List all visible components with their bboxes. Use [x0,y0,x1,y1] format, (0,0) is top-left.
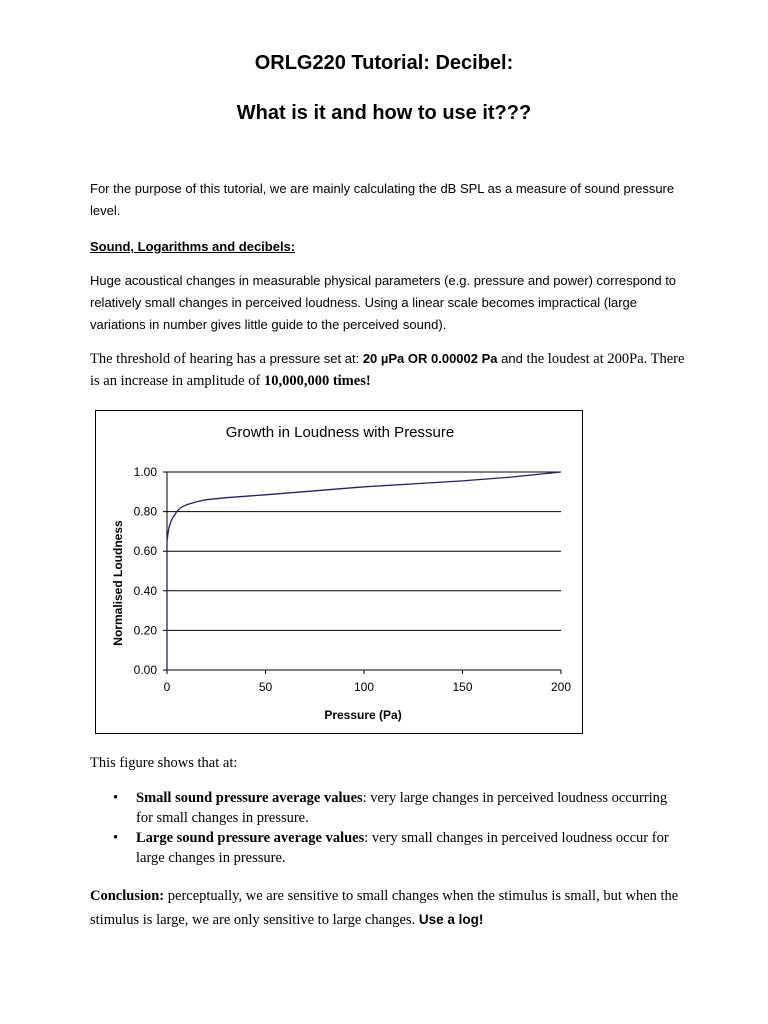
chart-canvas [96,411,582,733]
list-item-text: : very large changes in perceived loudness occurring for small changes in pressure. [136,790,668,826]
intro-paragraph: For the purpose of this tutorial, we are mainly calculating the dB SPL as a measure of sound pressure level. [90,181,675,218]
list-item [108,788,678,828]
y-tick-label: 0.00 [133,663,157,677]
threshold-text-3: and [497,351,523,366]
threshold-paragraph [90,348,690,392]
y-tick-label: 0.40 [133,583,157,598]
x-axis-label: Pressure (Pa) [324,708,402,722]
x-tick-label: 150 [452,680,473,694]
x-tick-label: 50 [258,680,273,694]
threshold-text-1: The threshold of hearing has a [90,351,270,367]
x-tick-label: 200 [550,680,572,694]
y-tick-label: 0.80 [133,504,157,519]
series-line [167,472,561,670]
list-item-text: : very small changes in perceived loudness occur for large changes in pressure. [136,830,669,866]
chart-title: Growth in Loudness with Pressure [225,424,455,441]
conclusion-text: perceptually, we are sensitive to small changes when the stimulus is small, but when the stimulus is large, we are only sensitive to large changes. [90,888,679,928]
y-tick-label: 0.20 [133,623,157,638]
y-tick-label: 0.60 [133,544,157,559]
x-tick-label: 0 [163,680,171,694]
x-tick-label: 100 [353,680,375,694]
amplitude-increase: 10,000,000 times! [263,373,371,389]
threshold-text-2: pressure set at: [269,351,363,366]
conclusion-emphasis: Use a log! [418,912,484,927]
bullet-icon: • [113,790,119,806]
acoustics-paragraph: Huge acoustical changes in measurable physical parameters (e.g. pressure and power) correspond to relatively small changes in perceived loudness. Using a linear scale becomes impractical (large variations in number gives little guide to the perceived sound). [90,273,677,332]
page-title: ORLG220 Tutorial: Decibel: [254,52,514,74]
y-tick-label: 1.00 [133,465,157,479]
figure-caption: This figure shows that at: [90,755,238,771]
page-subtitle: What is it and how to use it??? [236,102,532,124]
loudness-chart [95,410,583,734]
list-item-bold: Small sound pressure average values [136,790,363,806]
y-axis-label: Normalised Loudness [111,520,125,646]
conclusion-paragraph [90,884,690,932]
conclusion-label: Conclusion: [90,888,165,904]
threshold-text-4: the loudest at 200Pa. There is an increase in amplitude of [90,351,685,389]
section-heading: Sound, Logarithms and decibels: [90,239,296,254]
bullet-icon: • [113,830,119,846]
list-item [108,828,678,868]
list-item-bold: Large sound pressure average values [136,830,365,846]
threshold-value: 20 µPa OR 0.00002 Pa [362,351,498,366]
findings-list [108,788,678,868]
